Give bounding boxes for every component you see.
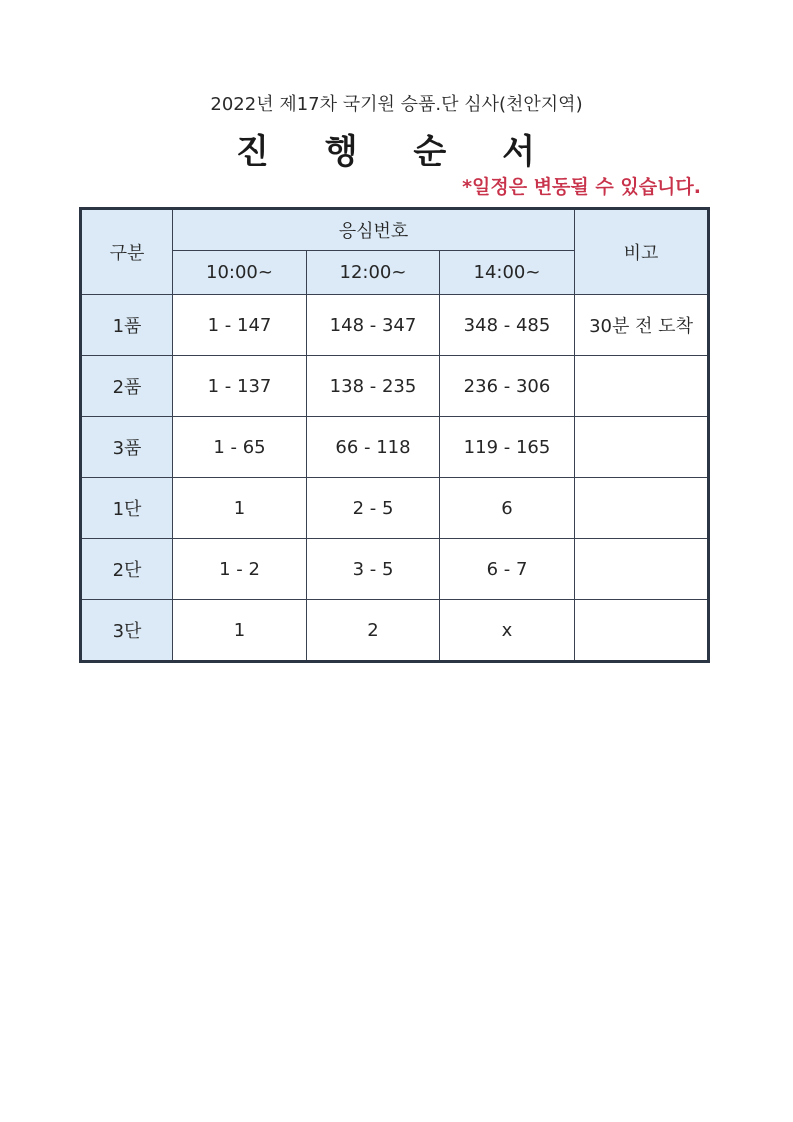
schedule-table (79, 207, 710, 663)
row-cell-time-1: 1 (173, 478, 307, 539)
row-cell-time-3: 236 - 306 (440, 356, 575, 417)
row-remark (575, 417, 709, 478)
row-cell-time-3: 119 - 165 (440, 417, 575, 478)
row-cell-time-2: 148 - 347 (307, 295, 440, 356)
row-cell-time-2: 138 - 235 (307, 356, 440, 417)
row-cell-time-1: 1 - 2 (173, 539, 307, 600)
row-cell-time-3: x (440, 600, 575, 662)
row-category: 1품 (81, 295, 173, 356)
header-time-1: 10:00~ (173, 251, 307, 295)
row-cell-time-2: 66 - 118 (307, 417, 440, 478)
row-remark (575, 600, 709, 662)
table-row (81, 356, 709, 417)
schedule-change-notice: *일정은 변동될 수 있습니다. (462, 176, 701, 198)
row-category: 2단 (81, 539, 173, 600)
document-title: 진 행 순 서 (236, 132, 557, 172)
header-category: 구분 (81, 209, 173, 295)
header-time-2: 12:00~ (307, 251, 440, 295)
row-cell-time-3: 348 - 485 (440, 295, 575, 356)
row-cell-time-2: 2 - 5 (307, 478, 440, 539)
row-remark: 30분 전 도착 (575, 295, 709, 356)
document-subtitle: 2022년 제17차 국기원 승품.단 심사(천안지역) (210, 94, 583, 115)
row-cell-time-3: 6 (440, 478, 575, 539)
header-exam-number: 응심번호 (173, 209, 575, 251)
row-category: 1단 (81, 478, 173, 539)
table-row (81, 417, 709, 478)
row-cell-time-3: 6 - 7 (440, 539, 575, 600)
row-cell-time-2: 3 - 5 (307, 539, 440, 600)
row-cell-time-1: 1 (173, 600, 307, 662)
row-category: 3품 (81, 417, 173, 478)
row-cell-time-1: 1 - 147 (173, 295, 307, 356)
header-time-3: 14:00~ (440, 251, 575, 295)
row-remark (575, 539, 709, 600)
row-cell-time-2: 2 (307, 600, 440, 662)
table-row (81, 539, 709, 600)
table-row (81, 478, 709, 539)
row-remark (575, 356, 709, 417)
table-row (81, 600, 709, 662)
row-remark (575, 478, 709, 539)
row-cell-time-1: 1 - 137 (173, 356, 307, 417)
row-category: 2품 (81, 356, 173, 417)
row-cell-time-1: 1 - 65 (173, 417, 307, 478)
header-remarks: 비고 (575, 209, 709, 295)
row-category: 3단 (81, 600, 173, 662)
table-row (81, 295, 709, 356)
